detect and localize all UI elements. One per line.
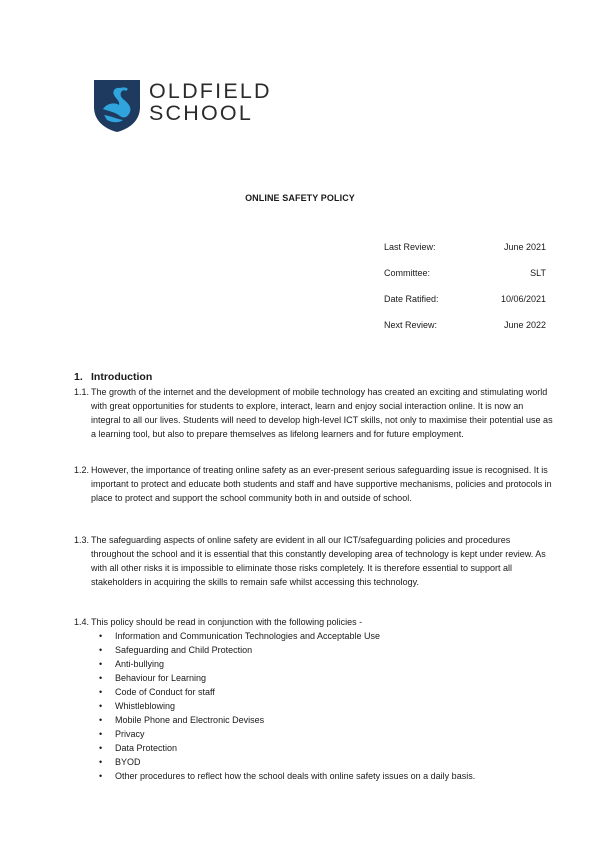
meta-row [384,268,546,294]
meta-label: Date Ratified: [384,294,439,304]
paragraph-number: 1.4. [74,617,90,627]
section-title: Introduction [91,371,153,383]
paragraph-text: The safeguarding aspects of online safety are evident in all our ICT/safeguarding policies and procedures throughout the school and it is essential that this constantly developing area of technology is kept under review. As with all other risks it is impossible to eliminate those risks completely. It is therefore essential to support all stakeholders in acquiring the skills to remain safe whilst accessing this technology. [91,535,546,587]
list-item: • Behaviour for Learning [97,671,475,685]
related-policies-list [97,629,475,783]
list-item: • Code of Conduct for staff [97,685,475,699]
paragraph-text: However, the importance of treating online safety as an ever-present serious safeguarding issue is recognised. It is important to protect and educate both students and staff and have supportive mechanisms, policies and protocols in place to protect and support the school community both in and outside of school. [91,465,552,503]
review-metadata [384,242,546,346]
list-item: • Other procedures to reflect how the school deals with online safety issues on a daily basis. [97,769,475,783]
list-item: • Whistleblowing [97,699,475,713]
meta-value: SLT [530,268,546,278]
list-item: • Data Protection [97,741,475,755]
document-title: ONLINE SAFETY POLICY [245,193,355,203]
paragraph-number: 1.1. [74,387,90,397]
paragraph-text: The growth of the internet and the development of mobile technology has created an exciting and stimulating world with great opportunities for students to explore, interact, learn and enjoy social interaction online. It is now an integral to all our lives. Students will need to develop high-level ICT skills, not only to maximise their potential use as a learning tool, but also to prepare themselves as lifelong learners and for future employment. [91,387,553,439]
paragraph [74,534,554,590]
school-name: OLDFIELD SCHOOL [149,79,272,125]
list-item: • BYOD [97,755,475,769]
paragraph [74,386,554,442]
paragraph-number: 1.2. [74,465,90,475]
section-heading [74,371,152,383]
list-item: • Anti-bullying [97,657,475,671]
swan-shield-icon [93,79,141,133]
list-item: • Information and Communication Technologies and Acceptable Use [97,629,475,643]
meta-row [384,320,546,346]
paragraph [74,616,554,630]
paragraph-number: 1.3. [74,535,90,545]
paragraph-text: This policy should be read in conjunction with the following policies - [91,617,363,627]
meta-value: June 2022 [503,320,546,330]
list-item: • Privacy [97,727,475,741]
list-item: • Safeguarding and Child Protection [97,643,475,657]
paragraph [74,464,554,506]
section-number: 1. [74,371,83,383]
meta-value: June 2021 [503,242,546,252]
meta-label: Last Review: [384,242,436,252]
school-logo [93,79,283,135]
meta-value: 10/06/2021 [500,294,546,304]
meta-label: Committee: [384,268,431,278]
meta-row [384,294,546,320]
list-item: • Mobile Phone and Electronic Devises [97,713,475,727]
meta-label: Next Review: [384,320,438,330]
meta-row [384,242,546,268]
